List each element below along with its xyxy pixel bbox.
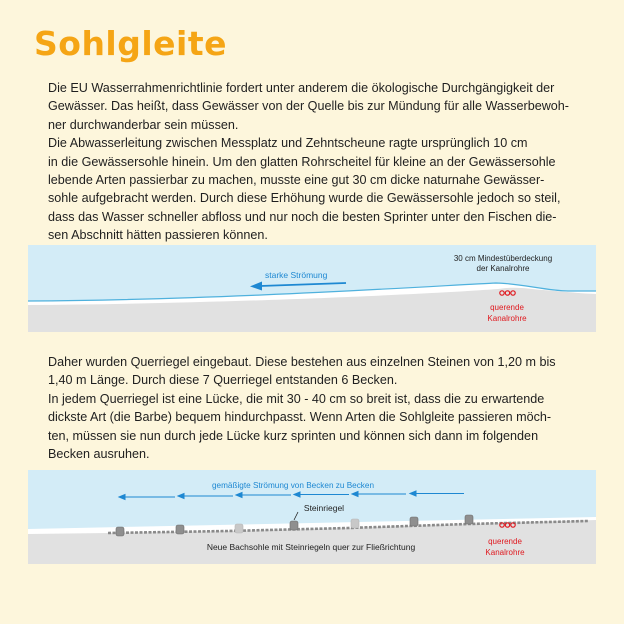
second-line: 1,40 m Länge. Durch diese 7 Querriegel entstanden 6 Becken. [48, 373, 398, 388]
intro-line: Die Abwasserleitung zwischen Messplatz und Zehntscheune ragte ursprünglich 10 cm [48, 136, 528, 151]
pipes-label-line1: querende [490, 303, 524, 312]
second-line: ten, müssen sie nun durch jede Lücke kurz sprinten und können sich dann im folgenden [48, 428, 539, 443]
stone-sill [235, 524, 243, 533]
pipes-label-line2: Kanalrohre [485, 548, 525, 557]
stone-sill [290, 521, 298, 530]
second-line: Becken ausruhen. [48, 447, 150, 462]
diagram-original-slope [28, 245, 596, 332]
diagram-stone-sills [28, 470, 596, 564]
page-title: Sohlgleite [34, 24, 228, 63]
stone-sill [176, 525, 184, 534]
pipes-label-line2: Kanalrohre [487, 314, 527, 323]
moderate-current-label: gemäßigte Strömung von Becken zu Becken [211, 481, 375, 490]
bed-label: Neue Bachsohle mit Steinriegeln quer zur Fließrichtung [206, 542, 416, 552]
second-line: In jedem Querriegel ist eine Lücke, die mit 30 - 40 cm so breit ist, dass die zu erwartende [48, 391, 545, 406]
intro-line: sen Abschnitt hätten passieren können. [48, 228, 268, 243]
second-paragraph [48, 353, 588, 463]
second-line: dickste Art (die Barbe) bequem hindurchpasst. Wenn Arten die Sohlgleite passieren möch- [48, 410, 552, 425]
intro-paragraph [48, 79, 588, 245]
strong-current-label: starke Strömung [265, 270, 328, 280]
stone-sill [410, 517, 418, 526]
cover-label-line1: 30 cm Mindestüberdeckung [453, 254, 553, 263]
intro-line: Gewässer. Das heißt, dass Gewässer von der Quelle bis zur Mündung für alle Wasserbewoh- [48, 99, 570, 114]
intro-line: Die EU Wasserrahmenrichtlinie fordert unter anderem die ökologische Durchgängigkeit der [48, 81, 555, 95]
stone-sill [116, 527, 124, 536]
sill-label: Steinriegel [303, 503, 345, 513]
intro-line: ner durchwanderbar sein müssen. [48, 117, 239, 132]
intro-line: in die Gewässersohle hinein. Um den glatten Rohrscheitel für kleine an der Gewässersohle [48, 154, 556, 169]
stone-sill [465, 515, 473, 524]
stone-sill [351, 519, 359, 528]
intro-line: lebende Arten passierbar zu machen, musste eine gut 30 cm dicke naturnahe Gewässer- [48, 173, 545, 188]
water-area [28, 470, 596, 529]
intro-line: dass das Wasser schneller abfloss und nur noch die besten Sprinter unter den Fischen die- [48, 209, 557, 224]
pipes-label-line1: querende [488, 537, 522, 546]
intro-line: sohle aufgebracht werden. Durch diese Erhöhung wurde die Gewässersohle jedoch so steil, [48, 191, 561, 206]
cover-label-line2: der Kanalrohre [476, 264, 530, 273]
second-line: Daher wurden Querriegel eingebaut. Diese bestehen aus einzelnen Steinen von 1,20 m bis [48, 355, 556, 369]
